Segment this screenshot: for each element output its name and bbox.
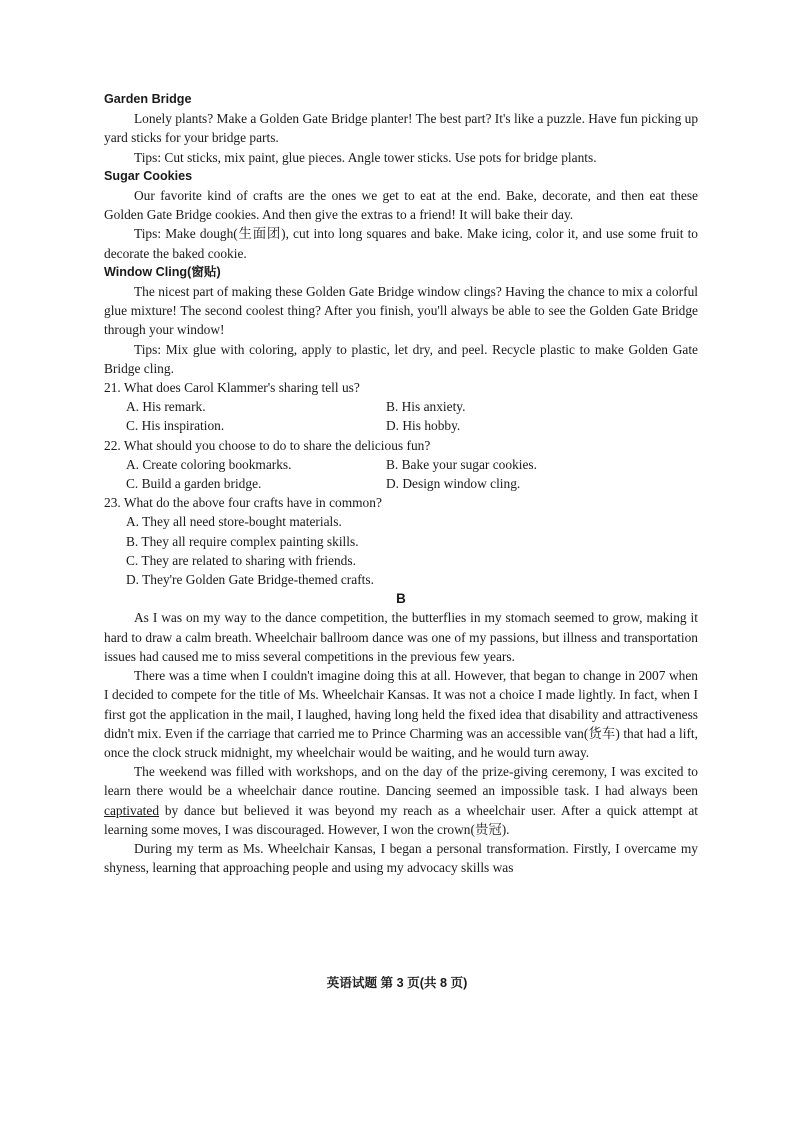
garden-bridge-paragraph: Lonely plants? Make a Golden Gate Bridge planter! The best part? It's like a puzzle. Have fun picking up yard sticks for your bridge parts. [104, 111, 699, 146]
sugar-cookies-heading: Sugar Cookies [104, 168, 193, 183]
q23-option-b: B. They all require complex painting skills. [126, 533, 359, 549]
passage-b-paragraph-1: As I was on my way to the dance competition, the butterflies in my stomach seemed to grow, making it hard to draw a calm breath. Wheelchair ballroom dance was one of my passions, but illness and transportation issues had caused me to miss several competitions in the previous few years. [104, 610, 698, 664]
q22-option-b: B. Bake your sugar cookies. [386, 456, 537, 472]
question-21-options [104, 397, 698, 435]
page-content [104, 90, 698, 877]
question-23: 23. What do the above four crafts have in common? [104, 495, 382, 511]
q21-option-a: A. His remark. [126, 399, 206, 415]
passage-b-paragraph-4: During my term as Ms. Wheelchair Kansas, I began a personal transformation. Firstly, I overcame my shyness, learning that approaching people and using my advocacy skills was [104, 840, 698, 876]
p3-text-before: The weekend was filled with workshops, and on the day of the prize-giving ceremony, I was excited to learn there would be a wheelchair dance routine. Dancing seemed an impossible task. I had always been [104, 764, 698, 799]
sugar-cookies-tips: Tips: Make dough(生面团), cut into long squares and bake. Make icing, color it, and use some fruit to decorate the baked cookie. [104, 226, 698, 261]
passage-b-paragraph-3 [104, 762, 698, 839]
q21-option-b: B. His anxiety. [386, 399, 466, 415]
q21-option-c: C. His inspiration. [126, 418, 225, 434]
section-b-label: B [396, 591, 406, 607]
sugar-cookies-paragraph: Our favorite kind of crafts are the ones we get to eat at the end. Bake, decorate, and then eat these Golden Gate Bridge cookies. And then give the extras to a friend! It will bake their day. [104, 188, 698, 223]
q23-option-a: A. They all need store-bought materials. [126, 514, 342, 530]
window-cling-paragraph: The nicest part of making these Golden Gate Bridge window clings? Having the chance to mix a colorful glue mixture! The second coolest thing? After you finish, you'll always be able to see the Golden Gate Bridge through your window! [104, 284, 698, 338]
window-cling-tips: Tips: Mix glue with coloring, apply to plastic, let dry, and peel. Recycle plastic to make Golden Gate Bridge cling. [104, 341, 698, 376]
p3-text-after: by dance but believed it was beyond my reach as a wheelchair user. After a quick attempt at learning some moves, I was discouraged. However, I won the crown(贵冠). [104, 802, 698, 837]
question-21: 21. What does Carol Klammer's sharing tell us? [104, 380, 360, 396]
q22-option-d: D. Design window cling. [386, 476, 521, 492]
garden-bridge-heading: Garden Bridge [104, 92, 192, 106]
page-footer: 英语试题 第 3 页(共 8 页) [326, 976, 468, 990]
q22-option-a: A. Create coloring bookmarks. [126, 456, 292, 472]
q23-option-d: D. They're Golden Gate Bridge-themed crafts. [126, 572, 374, 588]
q22-option-c: C. Build a garden bridge. [126, 476, 262, 492]
q23-option-c: C. They are related to sharing with friends. [126, 552, 356, 568]
question-22-options [104, 455, 698, 493]
garden-bridge-tips: Tips: Cut sticks, mix paint, glue pieces. Angle tower sticks. Use pots for bridge plants. [134, 149, 597, 165]
q21-option-d: D. His hobby. [386, 418, 461, 434]
captivated-underlined-word: captivated [104, 802, 160, 818]
question-22: 22. What should you choose to do to share the delicious fun? [104, 437, 431, 453]
passage-b-paragraph-2: There was a time when I couldn't imagine doing this at all. However, that began to change in 2007 when I decided to compete for the title of Ms. Wheelchair Kansas. It was not a choice I made lightly. In fact, when I first got the application in the mail, I laughed, having long held the fixed idea that disability and attractiveness didn't mix. Even if the carriage that carried me to Prince Charming was an accessible van(货车) that had a lift, once the clock struck midnight, my wheelchair would be waiting, and he would turn away. [104, 668, 698, 760]
window-cling-heading: Window Cling(窗贴) [104, 264, 221, 279]
